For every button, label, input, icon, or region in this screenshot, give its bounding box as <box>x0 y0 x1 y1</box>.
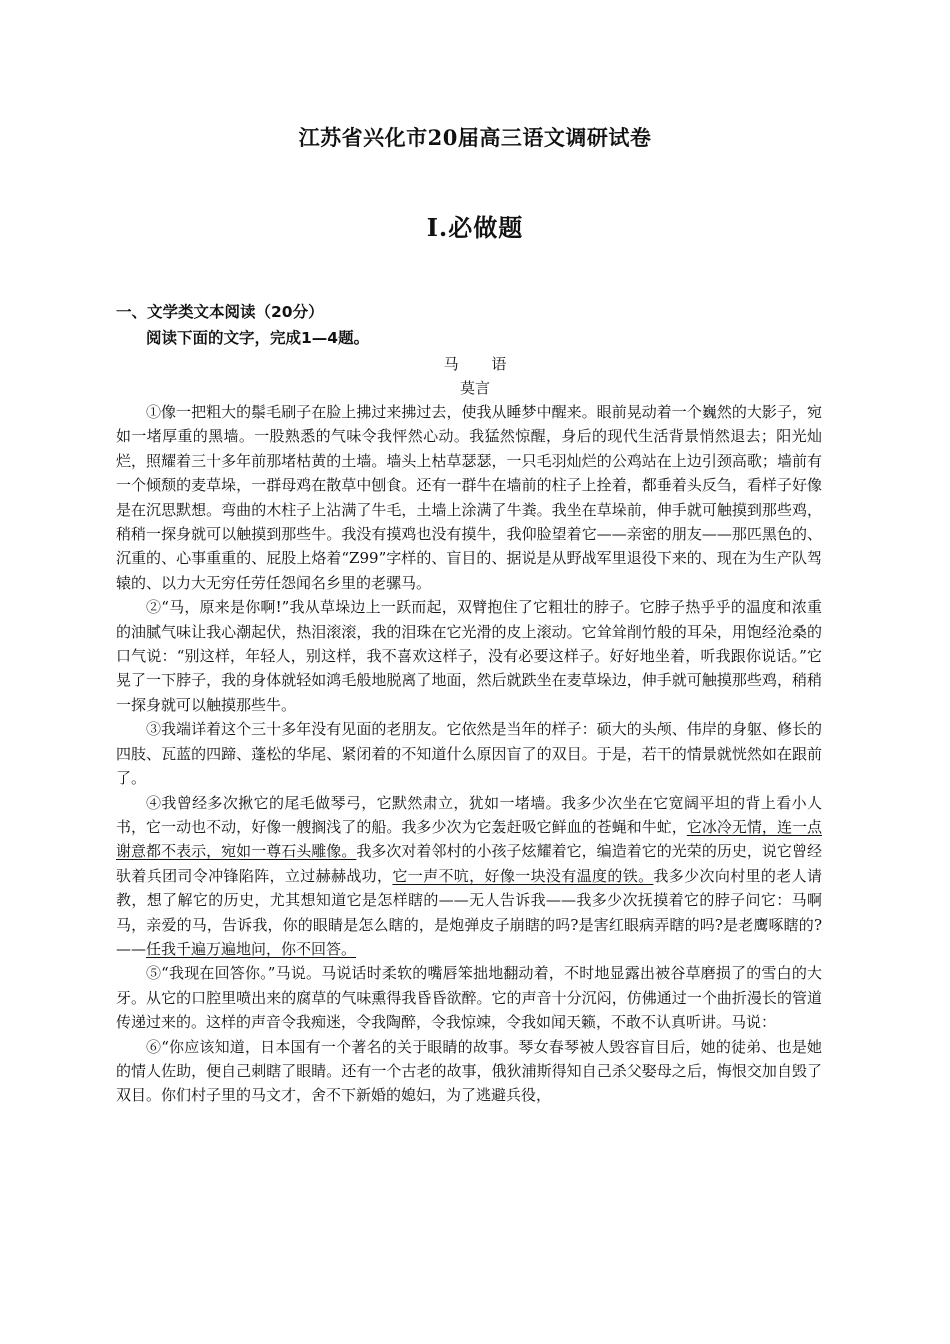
section-heading: 一、文学类文本阅读（20分） <box>116 303 324 321</box>
paragraph-text: 我多次对着邻村的小孩子炫耀着它，编造着它的光荣的历史，说它曾经驮着兵团司令冲锋陷阵，立过赫赫战功， <box>116 842 822 885</box>
passage-paragraph <box>116 595 822 717</box>
passage-title: 马 语 <box>443 355 521 373</box>
paragraph-text: 我多少次向村里的老人请教，想了解它的历史，尤其想知道它是怎样瞎的——无人告诉我——我多少次抚摸着它的脖子问它：马啊马，亲爱的马，告诉我，你的眼睛是怎么瞎的，是炮弹皮子崩瞎的吗?是害红眼病弄瞎的吗?是老鹰啄瞎的?—— <box>116 866 822 958</box>
passage-paragraph <box>116 717 822 790</box>
passage-paragraph <box>116 1035 822 1108</box>
document-title: 江苏省兴化市20届高三语文调研试卷 <box>298 125 652 150</box>
passage-paragraph <box>116 791 822 962</box>
passage-body <box>116 400 822 1108</box>
passage-paragraph <box>116 400 822 595</box>
paragraph-text: ⑥“你应该知道，日本国有一个著名的关于眼睛的故事。琴女春琴被人毁容盲目后，她的徒弟、也是她的情人佐助，便自己刺瞎了眼睛。还有一个古老的故事，俄狄浦斯得知自己杀父娶母之后，悔恨交加自毁了双目。你们村子里的马文才，舍不下新婚的媳妇，为了逃避兵役， <box>116 1037 822 1105</box>
passage-author: 莫言 <box>459 379 490 397</box>
paragraph-text: ②“马，原来是你啊!”我从草垛边上一跃而起，双臂抱住了它粗壮的脖子。它脖子热乎乎的温度和浓重的油腻气味让我心潮起伏，热泪滚滚，我的泪珠在它光滑的皮上滚动。它耸耸削竹般的耳朵，用饱经沧桑的口气说：“别这样，年轻人，别这样，我不喜欢这样子，没有必要这样子。好好地坐着，听我跟你说话。”它晃了一下脖子，我的身体就轻如鸿毛般地脱离了地面，然后就跌坐在麦草垛边，伸手就可触摸那些鸡，稍稍一探身就可以触摸那些牛。 <box>116 598 822 714</box>
paragraph-text: ③我端详着这个三十多年没有见面的老朋友。它依然是当年的样子：硕大的头颅、伟岸的身躯、修长的四肢、瓦蓝的四蹄、蓬松的华尾、紧闭着的不知道什么原因盲了的双目。于是，若干的情景就恍然如在跟前了。 <box>116 720 822 788</box>
paragraph-text: ④我曾经多次揪它的尾毛做琴弓，它默然肃立，犹如一堵墙。我多少次坐在它宽阔平坦的背上看小人书，它一动也不动，好像一艘搁浅了的船。我多少次为它轰赶吸它鲜血的苍蝇和牛虻， <box>116 793 822 836</box>
underlined-sentence: 任我千遍万遍地问，你不回答。 <box>146 939 357 958</box>
reading-instruction: 阅读下面的文字，完成1—4题。 <box>146 329 370 347</box>
paragraph-text: ⑤“我现在回答你。”马说。马说话时柔软的嘴唇笨拙地翻动着，不时地显露出被谷草磨损了的雪白的大牙。从它的口腔里喷出来的腐草的气味熏得我昏昏欲醉。它的声音十分沉闷，仿佛通过一个曲折漫长的管道传递过来的。这样的声音令我痴迷，令我陶醉，令我惊竦，令我如闻天籁，不敢不认真听讲。马说： <box>116 964 822 1032</box>
section-title-required: Ⅰ.必做题 <box>426 213 524 242</box>
passage-paragraph <box>116 961 822 1034</box>
underlined-sentence: 它一声不吭，好像一块没有温度的铁。 <box>392 866 654 885</box>
underlined-sentence: 它冰冷无情，连一点谢意都不表示，宛如一尊石头雕像。 <box>116 817 822 861</box>
paragraph-text: ①像一把粗大的鬃毛刷子在脸上拂过来拂过去，使我从睡梦中醒来。眼前晃动着一个巍然的大影子，宛如一堵厚重的黑墙。一股熟悉的气味令我怦然心动。我猛然惊醒，身后的现代生活背景悄然退去；阳光灿烂，照耀着三十多年前那堵枯黄的土墙。墙头上枯草瑟瑟，一只毛羽灿烂的公鸡站在上边引颈高歌；墙前有一个倾颓的麦草垛，一群母鸡在散草中刨食。还有一群牛在墙前的柱子上拴着，都垂着头反刍，看样子好像是在沉思默想。弯曲的木柱子上沾满了牛毛，土墙上涂满了牛粪。我坐在草垛前，伸手就可触摸到那些鸡，稍稍一探身就可以触摸到那些牛。我没有摸鸡也没有摸牛，我仰脸望着它——亲密的朋友——那匹黑色的、沉重的、心事重重的、屁股上烙着“Z99”字样的、盲目的、据说是从野战军里退役下来的、现在为生产队驾辕的、以力大无穷任劳任怨闻名乡里的老骡马。 <box>116 403 822 592</box>
